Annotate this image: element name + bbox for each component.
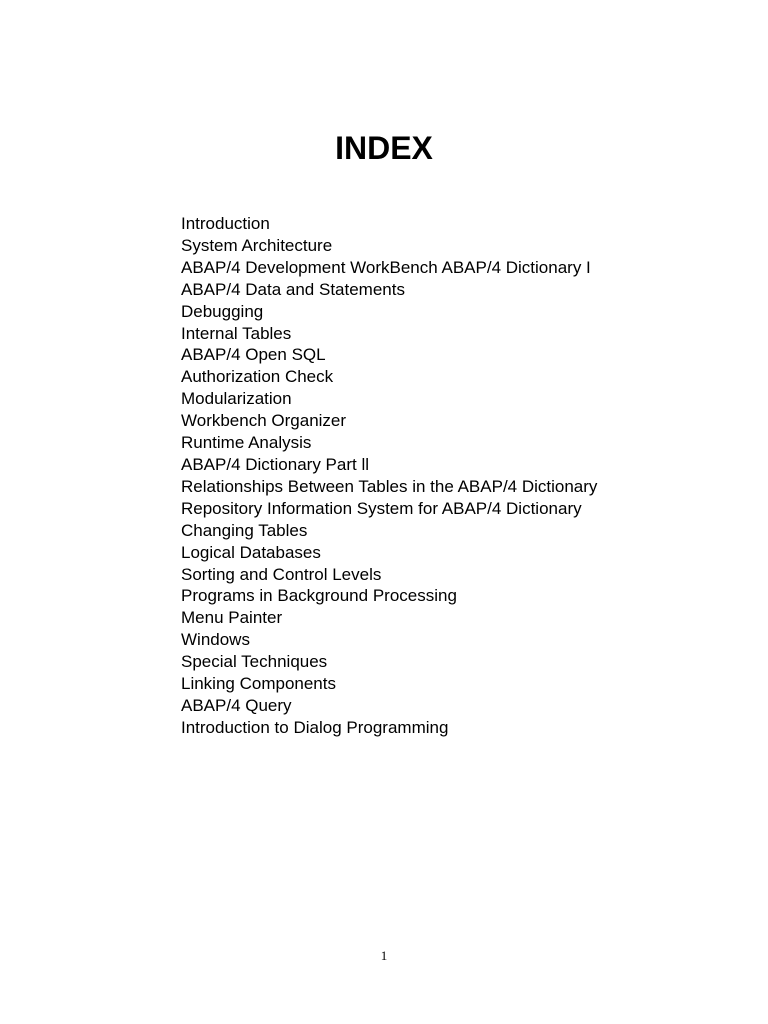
index-item: ABAP/4 Query: [181, 695, 292, 715]
index-item: Runtime Analysis: [181, 433, 312, 453]
index-item: ABAP/4 Open SQL: [181, 345, 326, 365]
index-item: Authorization Check: [181, 367, 334, 387]
index-item: Introduction: [181, 214, 270, 233]
index-list: [181, 213, 597, 739]
index-item: Programs in Background Processing: [181, 586, 457, 606]
index-item: ABAP/4 Data and Statements: [181, 279, 405, 299]
index-item: Debugging: [181, 301, 264, 321]
index-item: Sorting and Control Levels: [181, 564, 382, 584]
index-item: Menu Painter: [181, 608, 283, 628]
index-item: ABAP/4 Development WorkBench ABAP/4 Dictionary I: [181, 257, 591, 277]
index-item: Internal Tables: [181, 323, 292, 343]
index-item: Introduction to Dialog Programming: [181, 717, 449, 737]
index-item: Modularization: [181, 389, 292, 409]
index-item: ABAP/4 Dictionary Part ll: [181, 454, 370, 474]
index-item: Special Techniques: [181, 652, 328, 672]
index-item: System Architecture: [181, 235, 333, 255]
index-item: Relationships Between Tables in the ABAP/4 Dictionary: [181, 476, 598, 496]
page-title: INDEX: [335, 130, 433, 166]
index-item: Changing Tables: [181, 520, 308, 540]
index-item: Logical Databases: [181, 542, 321, 562]
index-item: Workbench Organizer: [181, 411, 347, 431]
page-number: 1: [380, 948, 388, 963]
index-item: Linking Components: [181, 674, 336, 694]
index-item: Repository Information System for ABAP/4 Dictionary: [181, 498, 582, 518]
index-item: Windows: [181, 630, 250, 650]
